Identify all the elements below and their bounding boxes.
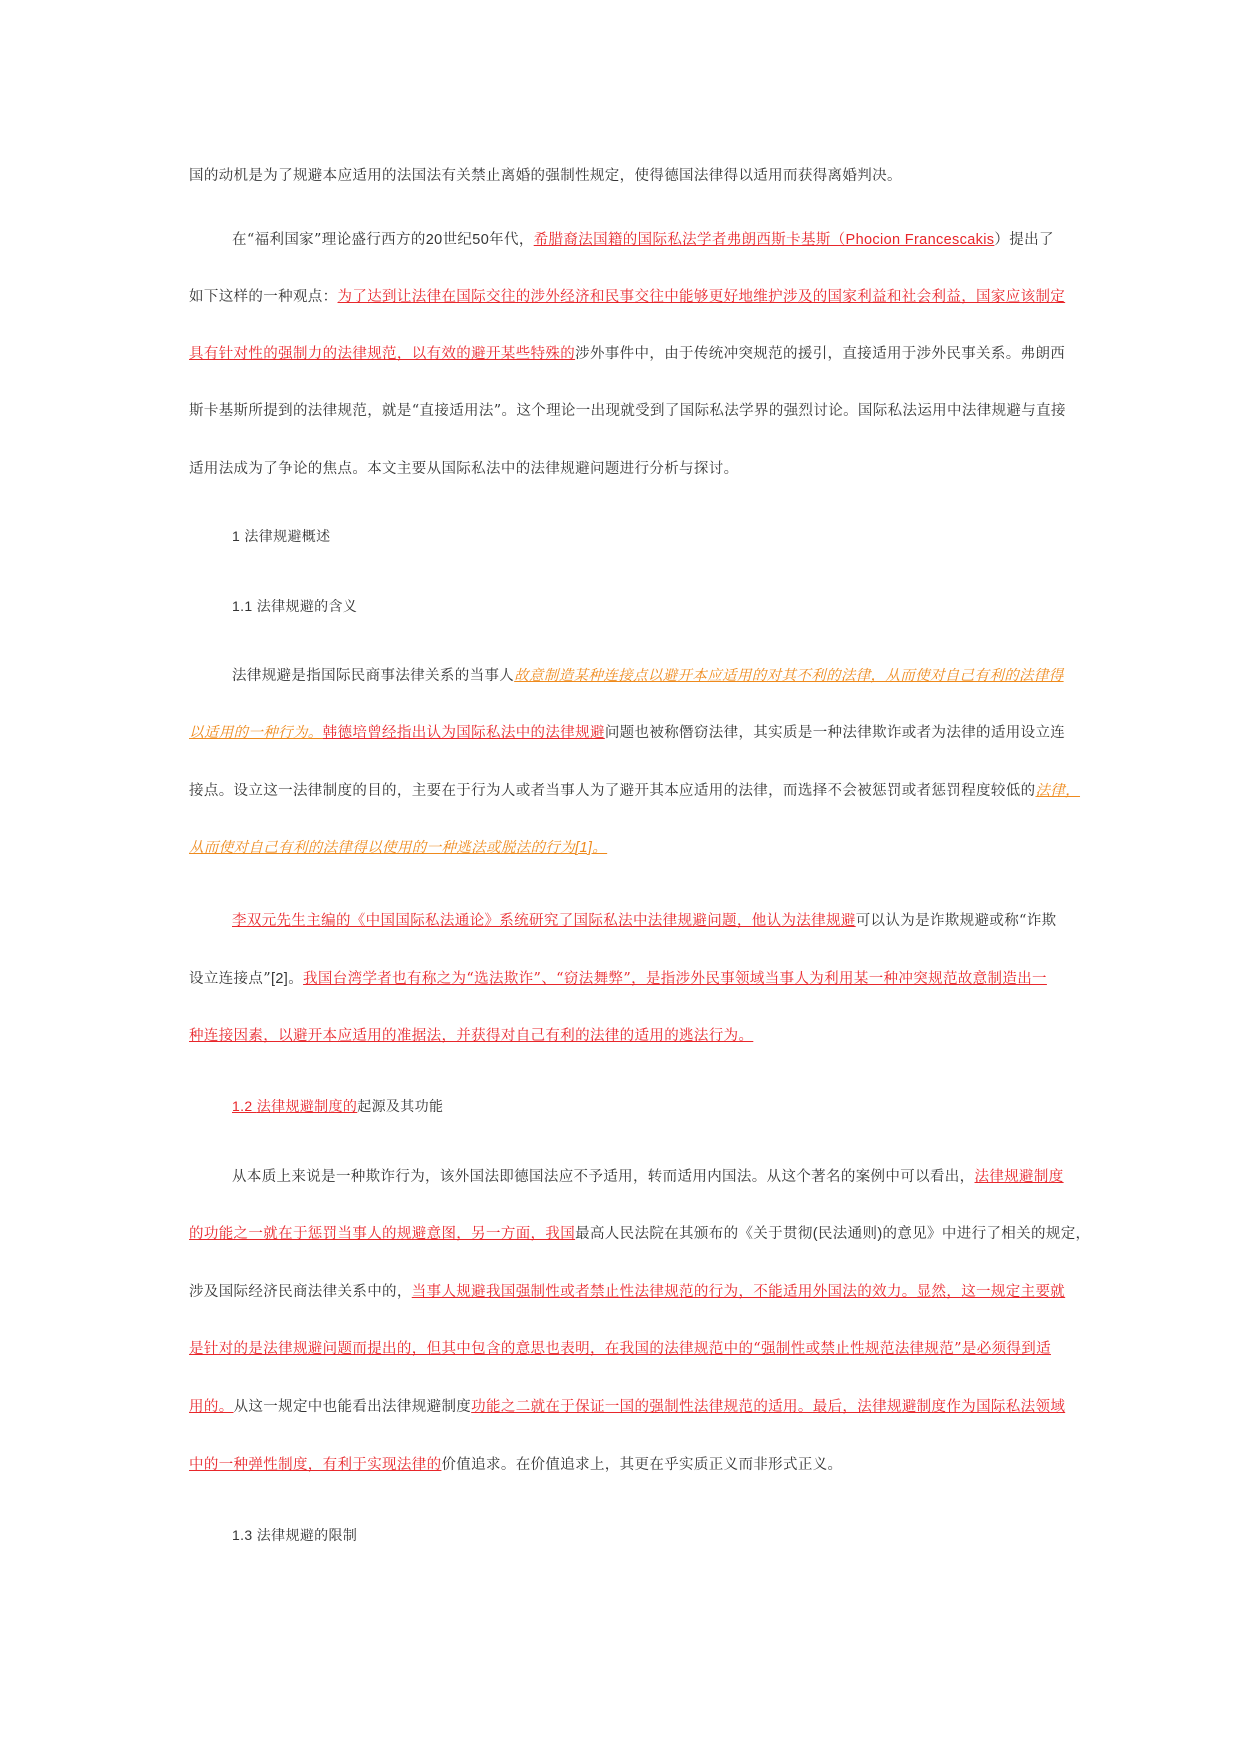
text-run: 。 (288, 971, 304, 987)
body-paragraph-line (189, 1026, 1059, 1046)
body-paragraph-line (189, 969, 1059, 989)
body-paragraph-line (189, 344, 1066, 364)
text-run: 年代， (489, 232, 534, 248)
text-run: 设立连接点” (189, 971, 272, 987)
highlighted-text: 希腊裔法国籍的国际私法学者弗朗西斯卡基斯（ (533, 232, 846, 248)
highlighted-text: 韩德培曾经指出认为国际私法中的法律规避 (322, 725, 605, 741)
highlighted-text: [1]。 (575, 840, 608, 856)
body-paragraph-line (189, 838, 1059, 858)
highlighted-text: 种连接因素，以避开本应适用的准据法，并获得对自己有利的法律的适用的逃法行为。 (189, 1028, 754, 1044)
subsection-heading (232, 1525, 1059, 1546)
text-run: 20 (425, 232, 443, 248)
body-paragraph-line (189, 1282, 1066, 1302)
text-run: 涉外事件中，由于传统冲突规范的援引，直接适用于涉外民事关系。弗朗西 (575, 346, 1066, 362)
text-run: 法律规避是指国际民商事法律关系的当事人 (232, 668, 515, 684)
body-paragraph-line (189, 287, 1066, 307)
text-run: 法律规避概述 (244, 529, 331, 545)
body-paragraph-line (189, 166, 1059, 186)
text-run: 法律规避的含义 (256, 599, 358, 615)
text-run: 法律规避的限制 (256, 1528, 358, 1544)
highlighted-text: 以适用的一种行为。 (189, 725, 323, 741)
body-paragraph-line (189, 1397, 1066, 1417)
text-run: 1.3 (232, 1527, 257, 1543)
highlighted-text: 为了达到让法律在国际交往的涉外经济和民事交往中能够更好地维护涉及的国家利益和社会利益，国家应该制定 (337, 289, 1066, 305)
highlighted-text: 故意制造某种连接点以避开本应适用的对其不利的法律，从而使对自己有利的法律得 (514, 668, 1064, 684)
text-run: 起源及其功能 (357, 1099, 444, 1115)
text-run: ）提出了 (994, 232, 1054, 248)
highlighted-text: 中的一种弹性制度，有利于实现法律的 (189, 1457, 442, 1473)
text-run: ( (812, 1226, 818, 1242)
subsection-heading (232, 1096, 1059, 1117)
text-run: 从本质上来说是一种欺诈行为，该外国法即德国法应不予适用，转而适用内国法。从这个著名的案例中可以看出， (232, 1169, 975, 1185)
body-paragraph-line (232, 230, 1059, 250)
highlighted-text: 当事人规避我国强制性或者禁止性法律规范的行为，不能适用外国法的效力。显然，这一规定主要就 (411, 1284, 1066, 1300)
text-run: 世纪 (442, 232, 473, 248)
text-run: 适用法成为了争论的焦点。本文主要从国际私法中的法律规避问题进行分析与探讨。 (189, 461, 739, 477)
text-run: ) (877, 1226, 883, 1242)
body-paragraph-line (189, 781, 1081, 801)
text-run: 如下这样的一种观点： (189, 289, 338, 305)
text-run: 斯卡基斯所提到的法律规范，就是“直接适用法”。这个理论一出现就受到了国际私法学界的强烈讨论。国际私法运用中法律规避与直接 (189, 403, 1066, 419)
highlighted-text: 我国台湾学者也有称之为“选法欺诈”、“窃法舞弊”，是指涉外民事领域当事人为利用某一种冲突规范故意制造出一 (303, 971, 1047, 987)
body-paragraph-line (189, 723, 1066, 743)
body-paragraph-line (189, 459, 1059, 479)
body-paragraph-line (189, 1339, 1059, 1359)
highlighted-text: 法律规避制度 (974, 1169, 1064, 1185)
subsection-heading (232, 596, 1059, 617)
body-paragraph-line (232, 911, 1059, 931)
section-heading (232, 526, 1059, 547)
text-run: 国的动机是为了规避本应适用的法国法有关禁止离婚的强制性规定，使得德国法律得以适用而获得离婚判决。 (189, 168, 902, 184)
highlighted-text: 是针对的是法律规避问题而提出的，但其中包含的意思也表明，在我国的法律规范中的“强制性或禁止性规范法律规范”是必须得到适 (189, 1341, 1051, 1357)
body-paragraph-line (189, 1224, 1091, 1244)
text-run: 最高人民法院在其颁布的《关于贯彻 (575, 1226, 813, 1242)
highlighted-text: Phocion Francescakis (845, 232, 995, 248)
text-run: 涉及国际经济民商法律关系中的， (189, 1284, 412, 1300)
body-paragraph-line (232, 666, 1064, 686)
highlighted-text: 法律， (1035, 783, 1081, 799)
highlighted-text: 的功能之一就在于惩罚当事人的规避意图，另一方面，我国 (189, 1226, 576, 1242)
text-run: 在“福利国家”理论盛行西方的 (232, 232, 426, 248)
text-run: 接点。设立这一法律制度的目的，主要在于行为人或者当事人为了避开其本应适用的法律，而选择不会被惩罚或者惩罚程度较低的 (189, 783, 1036, 799)
body-paragraph-line (189, 1455, 1059, 1475)
text-run: 问题也被称僭窃法律，其实质是一种法律欺诈或者为法律的适用设立连 (604, 725, 1066, 741)
highlighted-text: 李双元先生主编的《中国国际私法通论》系统研究了国际私法中法律规避问题，他认为法律规避 (232, 913, 856, 929)
text-run: 的意见》中进行了相关的规定， (882, 1226, 1091, 1242)
text-run: 可以认为是诈欺规避或称“诈欺 (855, 913, 1057, 929)
body-paragraph-line (232, 1167, 1064, 1187)
text-run: 民法通则 (817, 1226, 878, 1242)
highlighted-text: 具有针对性的强制力的法律规范，以有效的避开某些特殊的 (189, 346, 576, 362)
text-run: 从这一规定中也能看出法律规避制度 (233, 1399, 472, 1415)
highlighted-text: 功能之二就在于保证一国的强制性法律规范的适用。最后，法律规避制度作为国际私法领域 (471, 1399, 1066, 1415)
highlighted-text: 1.2 (232, 1098, 257, 1114)
highlighted-text: 用的。 (189, 1399, 234, 1415)
text-run: 1.1 (232, 598, 257, 614)
text-run: [2] (271, 971, 289, 987)
text-run: 价值追求。在价值追求上，其更在乎实质正义而非形式正义。 (441, 1457, 843, 1473)
body-paragraph-line (189, 401, 1066, 421)
text-run: 1 (232, 528, 245, 544)
highlighted-text: 从而使对自己有利的法律得以使用的一种逃法或脱法的行为 (189, 840, 576, 856)
text-run: 50 (472, 232, 490, 248)
highlighted-text: 法律规避制度的 (256, 1099, 358, 1115)
